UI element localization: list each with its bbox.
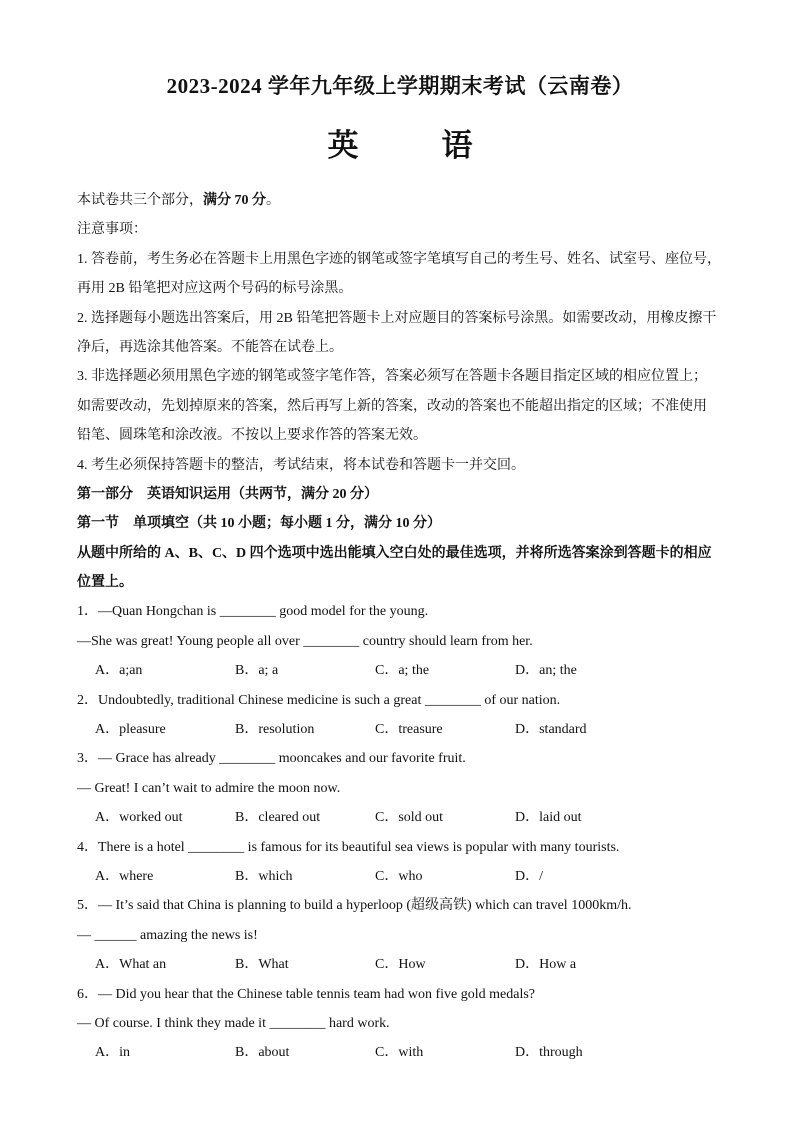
question-stem: 6．— Did you hear that the Chinese table tennis team had won five gold medals? — [77, 986, 535, 1002]
section-instruction: 位置上。 — [77, 575, 133, 591]
option-b: B．which — [235, 868, 293, 884]
notice-line: 2. 选择题每小题选出答案后，用 2B 铅笔把答题卡上对应题目的答案标号涂黑。如需要改动，用橡皮擦干 — [77, 310, 717, 326]
option-c: C．sold out — [375, 810, 444, 826]
question-stem: — Great! I can’t wait to admire the moon now. — [77, 780, 341, 796]
question-stem: 2．Undoubtedly, traditional Chinese medicine is such a great ________ of our nation. — [77, 692, 561, 708]
notice-line: 铅笔、圆珠笔和涂改液。不按以上要求作答的答案无效。 — [77, 428, 427, 444]
option-c: C．How — [375, 957, 426, 973]
option-c: C．who — [375, 868, 423, 884]
intro-text: 本试卷共三个部分， — [77, 193, 203, 208]
notice-title: 注意事项： — [77, 222, 147, 238]
total-score: 满分 70 分 — [203, 193, 266, 208]
question-stem: — Of course. I think they made it ________ hard work. — [77, 1015, 390, 1031]
option-d: D．through — [515, 1045, 583, 1061]
option-row — [77, 867, 737, 896]
option-row — [77, 955, 737, 984]
option-d: D．an; the — [515, 663, 577, 679]
notice-line: 1. 答卷前，考生务必在答题卡上用黑色字迹的钢笔或签字笔填写自己的考生号、姓名、试室号、座位号， — [77, 251, 721, 267]
option-b: B．What — [235, 957, 289, 973]
option-d: D．standard — [515, 722, 587, 738]
exam-title: 2023-2024 学年九年级上学期期末考试（云南卷） — [166, 74, 634, 98]
option-a: A．in — [95, 1045, 130, 1061]
option-row — [77, 720, 737, 749]
option-a: A．What an — [95, 957, 167, 973]
question-stem: 1．—Quan Hongchan is ________ good model for the young. — [77, 604, 429, 620]
option-row — [77, 1043, 737, 1072]
option-row — [77, 808, 737, 837]
option-d: D．/ — [515, 868, 543, 884]
notice-line: 4. 考生必须保持答题卡的整洁，考试结束，将本试卷和答题卡一并交回。 — [77, 457, 525, 473]
option-b: B．resolution — [235, 722, 315, 738]
option-d: D．laid out — [515, 810, 582, 826]
option-a: A．a;an — [95, 663, 143, 679]
intro-end: 。 — [266, 193, 280, 208]
question-stem: 5．— It’s said that China is planning to build a hyperloop (超级高铁) which can travel 1000km/h. — [77, 898, 632, 914]
option-b: B．cleared out — [235, 810, 321, 826]
option-a: A．worked out — [95, 810, 183, 826]
option-c: C．treasure — [375, 722, 443, 738]
notice-line: 3. 非选择题必须用黑色字迹的钢笔或签字笔作答，答案必须写在答题卡各题目指定区域的相应位置上； — [77, 369, 707, 385]
option-c: C．with — [375, 1045, 424, 1061]
question-stem: — ______ amazing the news is! — [77, 927, 258, 943]
section-heading: 第一节 单项填空（共 10 小题；每小题 1 分，满分 10 分） — [77, 516, 441, 532]
option-a: A．pleasure — [95, 722, 166, 738]
exam-body — [77, 191, 737, 1073]
part-heading: 第一部分 英语知识运用（共两节，满分 20 分） — [77, 486, 378, 502]
section-instruction: 从题中所给的 A、B、C、D 四个选项中选出能填入空白处的最佳选项，并将所选答案涂到答题卡的相应 — [77, 545, 712, 561]
option-a: A．where — [95, 868, 154, 884]
notice-line: 再用 2B 铅笔把对应这两个号码的标号涂黑。 — [77, 281, 353, 297]
option-d: D．How a — [515, 957, 577, 973]
subject-title: 英 语 — [327, 128, 499, 163]
option-row — [77, 661, 737, 690]
notice-line: 净后，再选涂其他答案。不能答在试卷上。 — [77, 339, 343, 355]
option-b: B．a; a — [235, 663, 279, 679]
question-stem: —She was great! Young people all over ________ country should learn from her. — [77, 633, 533, 649]
option-b: B．about — [235, 1045, 290, 1061]
question-stem: 3．— Grace has already ________ mooncakes and our favorite fruit. — [77, 751, 466, 767]
intro-line — [77, 191, 737, 220]
notice-line: 如需要改动，先划掉原来的答案，然后再写上新的答案，改动的答案也不能超出指定的区域；不准使用 — [77, 398, 707, 414]
option-c: C．a; the — [375, 663, 430, 679]
question-stem: 4．There is a hotel ________ is famous for its beautiful sea views is popular with many tourists. — [77, 839, 620, 855]
